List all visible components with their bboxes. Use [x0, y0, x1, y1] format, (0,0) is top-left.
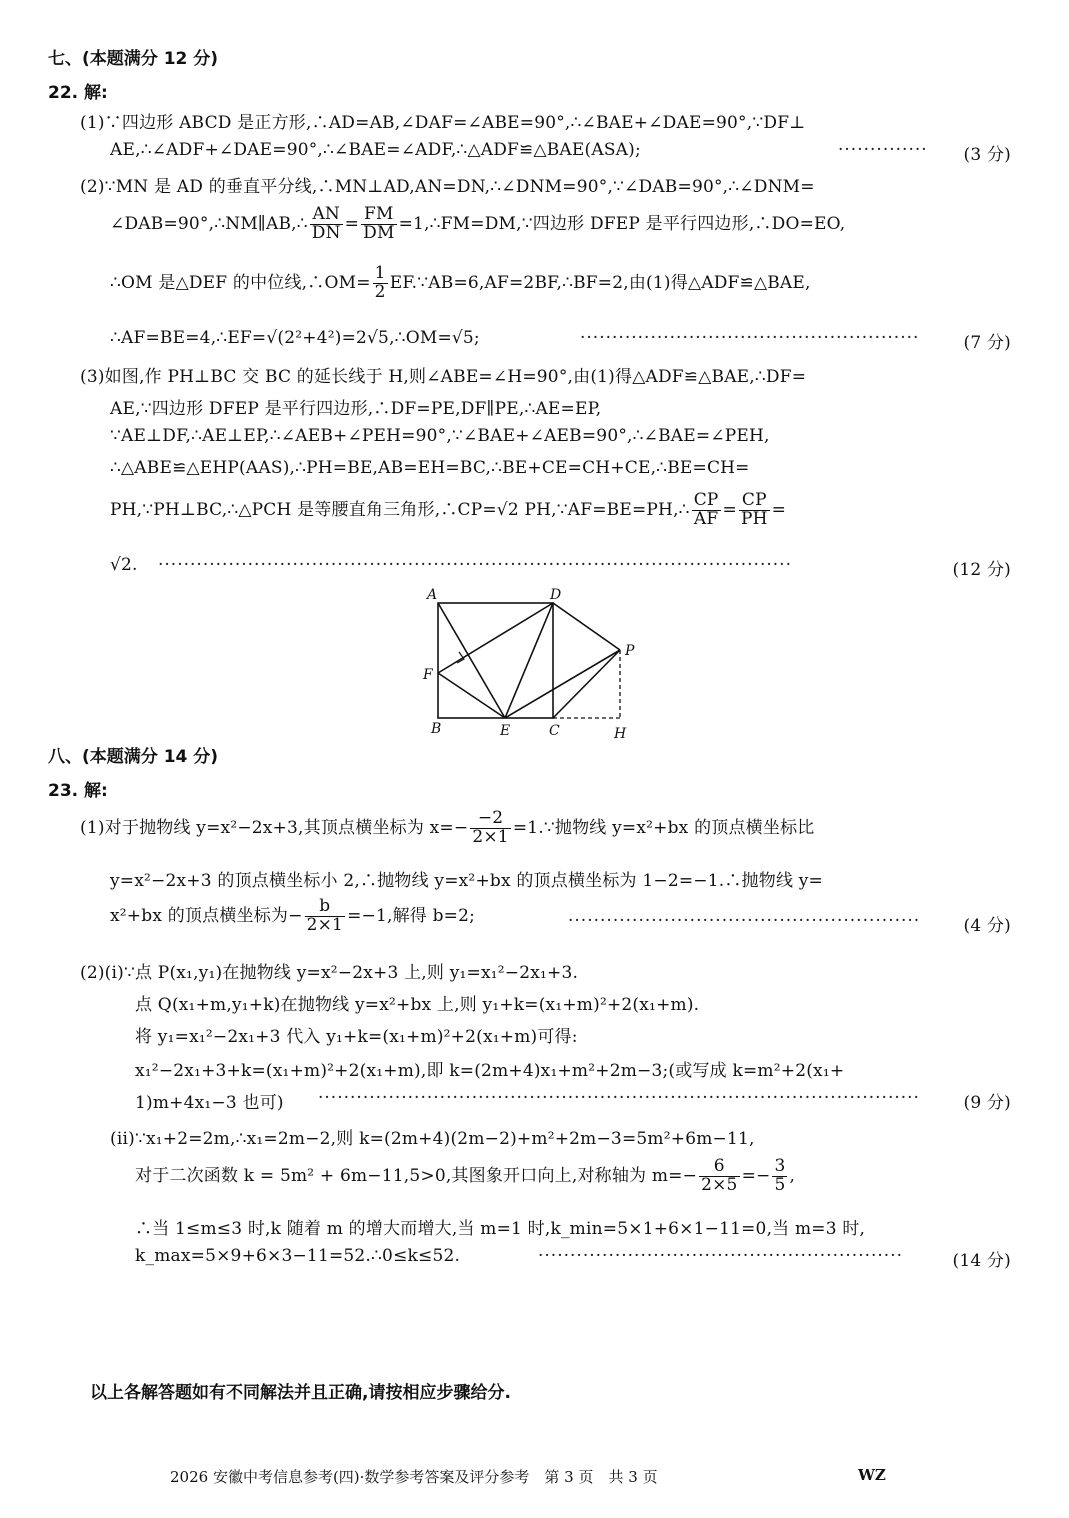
segment-fd	[438, 603, 553, 673]
segment-ae	[438, 603, 505, 718]
q23-part3-score: (14 分)	[952, 1251, 1011, 1271]
section-7-heading: 七、(本题满分 12 分)	[48, 49, 219, 69]
point-label-e: E	[500, 723, 511, 739]
segment-dp	[553, 603, 620, 650]
q23-part2-line4: x₁²−2x₁+3+k=(x₁+m)²+2(x₁+m),即 k=(2m+4)x₁+m²+2m−3;(或写成 k=m²+2(x₁+	[135, 1061, 845, 1081]
q22-part2-line4: ∴AF=BE=4,∴EF=√(2²+4²)=2√5,∴OM=√5;	[110, 328, 480, 348]
q22-part3-line5	[110, 492, 786, 529]
q23-part1-line3-text-a: x²+bx 的顶点横坐标为−	[110, 905, 303, 926]
fraction-fm-dm	[361, 206, 396, 243]
point-label-c: C	[549, 723, 560, 739]
q23-part3-line4: k_max=5×9+6×3−11=52.∴0≤k≤52.	[135, 1246, 461, 1266]
fraction-denominator: 2×5	[701, 1174, 738, 1195]
question-22-label: 22. 解:	[48, 83, 108, 103]
point-label-h: H	[614, 726, 627, 742]
q22-part2-line2-text-a: ∠DAB=90°,∴NM∥AB,∴	[110, 213, 308, 234]
q22-part2-line3-text-a: ∴OM 是△DEF 的中位线,∴OM=	[110, 272, 371, 293]
fraction-numerator: FM	[361, 206, 396, 225]
q22-part3-line1: (3)如图,作 PH⊥BC 交 BC 的延长线于 H,则∠ABE=∠H=90°,由(1)得△ADF≌△BAE,∴DF=	[80, 367, 807, 387]
dot-leader: ·····················································	[580, 328, 920, 348]
fraction-denominator: PH	[741, 508, 768, 529]
q23-part2-line1: (2)(i)∵点 P(x₁,y₁)在抛物线 y=x²−2x+3 上,则 y₁=x₁²−2x₁+3.	[80, 963, 579, 983]
comma: ,	[789, 1165, 796, 1186]
fraction-numerator: CP	[693, 490, 719, 510]
q22-part2-line1: (2)∵MN 是 AD 的垂直平分线,∴MN⊥AD,AN=DN,∴∠DNM=90°,∵∠DAB=90°,∴∠DNM=	[80, 177, 815, 197]
fraction-numerator: 1	[374, 263, 386, 283]
q22-part2-score: (7 分)	[963, 333, 1011, 353]
fraction-3-over-5	[772, 1158, 787, 1195]
q23-part1-line1-text-b: =1.∵抛物线 y=x²+bx 的顶点横坐标比	[512, 817, 815, 838]
q22-part3-line6: √2.	[110, 555, 138, 575]
section-8-heading: 八、(本题满分 14 分)	[48, 747, 219, 767]
equals-minus-sign: =−	[741, 1165, 771, 1186]
q22-part3-score: (12 分)	[952, 560, 1011, 580]
q23-part1-line3-text-b: =−1,解得 b=2;	[347, 905, 476, 926]
q23-part2-line5: 1)m+4x₁−3 也可)	[135, 1093, 284, 1113]
footer-code: WZ	[858, 1466, 886, 1484]
segment-fe	[438, 673, 505, 718]
q22-part3-line4: ∴△ABE≌△EHP(AAS),∴PH=BE,AB=EH=BC,∴BE+CE=CH+CE,∴BE=CH=	[110, 458, 750, 478]
q23-part2-score: (9 分)	[963, 1093, 1011, 1113]
q22-part3-line3: ∵AE⊥DF,∴AE⊥EP,∴∠AEB+∠PEH=90°,∵∠BAE+∠AEB=90°,∴∠BAE=∠PEH,	[110, 426, 770, 446]
fraction-numerator: −2	[470, 810, 510, 829]
point-label-f: F	[423, 667, 433, 683]
equals-sign: =	[722, 499, 737, 520]
q22-part3-line2: AE,∵四边形 DFEP 是平行四边形,∴DF=PE,DF∥PE,∴AE=EP,	[110, 399, 602, 419]
fraction-numerator: 6	[699, 1158, 739, 1177]
dot-leader: ··············	[838, 140, 928, 160]
q22-part3-line5-text-a: PH,∵PH⊥BC,∴△PCH 是等腰直角三角形,∴CP=√2 PH,∵AF=BE=PH,∴	[110, 499, 690, 520]
fraction-denominator: DN	[311, 222, 341, 243]
fraction-minus2-over-2x1	[470, 810, 510, 847]
fraction-b-over-2x1	[305, 898, 345, 935]
dot-leader: ·························································	[538, 1246, 904, 1266]
fraction-cp-af	[692, 492, 721, 529]
q23-part3-line1: (ii)∵x₁+2=2m,∴x₁=2m−2,则 k=(2m+4)(2m−2)+m²+2m−3=5m²+6m−11,	[110, 1129, 755, 1149]
point-label-b: B	[431, 721, 442, 737]
equals-sign: =	[344, 213, 360, 234]
q22-part2-line3	[110, 265, 811, 302]
fraction-cp-ph	[739, 492, 770, 529]
fraction-numerator: b	[305, 898, 345, 917]
q23-part1-line2: y=x²−2x+3 的顶点横坐标小 2,∴抛物线 y=x²+bx 的顶点横坐标为 1−2=−1.∴抛物线 y=	[110, 871, 823, 891]
fraction-numerator: CP	[739, 492, 770, 511]
geometry-figure	[415, 583, 645, 743]
point-label-a: A	[427, 587, 438, 603]
q23-part2-line2: 点 Q(x₁+m,y₁+k)在抛物线 y=x²+bx 上,则 y₁+k=(x₁+m)²+2(x₁+m).	[135, 995, 700, 1015]
q22-part2-line2	[110, 206, 845, 243]
dot-leader: ······························································································	[318, 1088, 920, 1108]
q23-part3-line3: ∴当 1≤m≤3 时,k 随着 m 的增大而增大,当 m=1 时,k_min=5×1+6×1−11=0,当 m=3 时,	[135, 1219, 866, 1239]
q22-part2-line3-text-b: EF.∵AB=6,AF=2BF,∴BF=2,由(1)得△ADF≌△BAE,	[389, 272, 811, 293]
fraction-denominator: 2	[374, 281, 386, 302]
q23-part1-line1	[80, 810, 814, 847]
fraction-denominator: 2×1	[306, 914, 344, 935]
fraction-numerator: 3	[774, 1156, 786, 1176]
point-label-p: P	[625, 643, 635, 659]
q22-part1-line1: (1)∵四边形 ABCD 是正方形,∴AD=AB,∠DAF=∠ABE=90°,∴∠BAE+∠DAE=90°,∵DF⊥	[80, 113, 806, 133]
q23-part3-line2	[135, 1158, 795, 1195]
fraction-denominator: 5	[774, 1174, 786, 1195]
fraction-denominator: 2×1	[472, 826, 509, 847]
q23-part1-score: (4 分)	[963, 916, 1011, 936]
page-footer: 2026 安徽中考信息参考(四)·数学参考答案及评分参考 第 3 页 共 3 页	[170, 1468, 658, 1486]
fraction-denominator: AF	[693, 508, 719, 529]
dot-leader: ···································································································	[158, 555, 792, 575]
fraction-one-half	[373, 265, 388, 302]
q22-part1-line2: AE,∴∠ADF+∠DAE=90°,∴∠BAE=∠ADF,∴△ADF≌△BAE(ASA);	[110, 140, 641, 160]
fraction-denominator: DM	[363, 222, 395, 243]
q23-part2-line3: 将 y₁=x₁²−2x₁+3 代入 y₁+k=(x₁+m)²+2(x₁+m)可得:	[135, 1027, 578, 1047]
q22-part1-score: (3 分)	[963, 145, 1011, 165]
point-label-d: D	[550, 587, 562, 603]
fraction-an-dn	[310, 206, 343, 243]
q23-part1-line3	[110, 898, 475, 935]
q23-part1-line1-text-a: (1)对于抛物线 y=x²−2x+3,其顶点横坐标为 x=−	[80, 817, 469, 838]
q22-part2-line2-text-b: =1,∴FM=DM,∵四边形 DFEP 是平行四边形,∴DO=EO,	[398, 213, 846, 234]
fraction-6-over-2x5	[699, 1158, 739, 1195]
q23-part3-line2-text-a: 对于二次函数 k = 5m² + 6m−11,5>0,其图象开口向上,对称轴为 m=−	[135, 1165, 698, 1186]
dot-leader: ·······················································	[568, 911, 921, 931]
grading-note: 以上各解答题如有不同解法并且正确,请按相应步骤给分.	[90, 1383, 511, 1403]
question-23-label: 23. 解:	[48, 781, 108, 801]
segment-ed	[505, 603, 553, 718]
fraction-numerator: AN	[310, 206, 343, 225]
equals-sign: =	[771, 499, 787, 520]
